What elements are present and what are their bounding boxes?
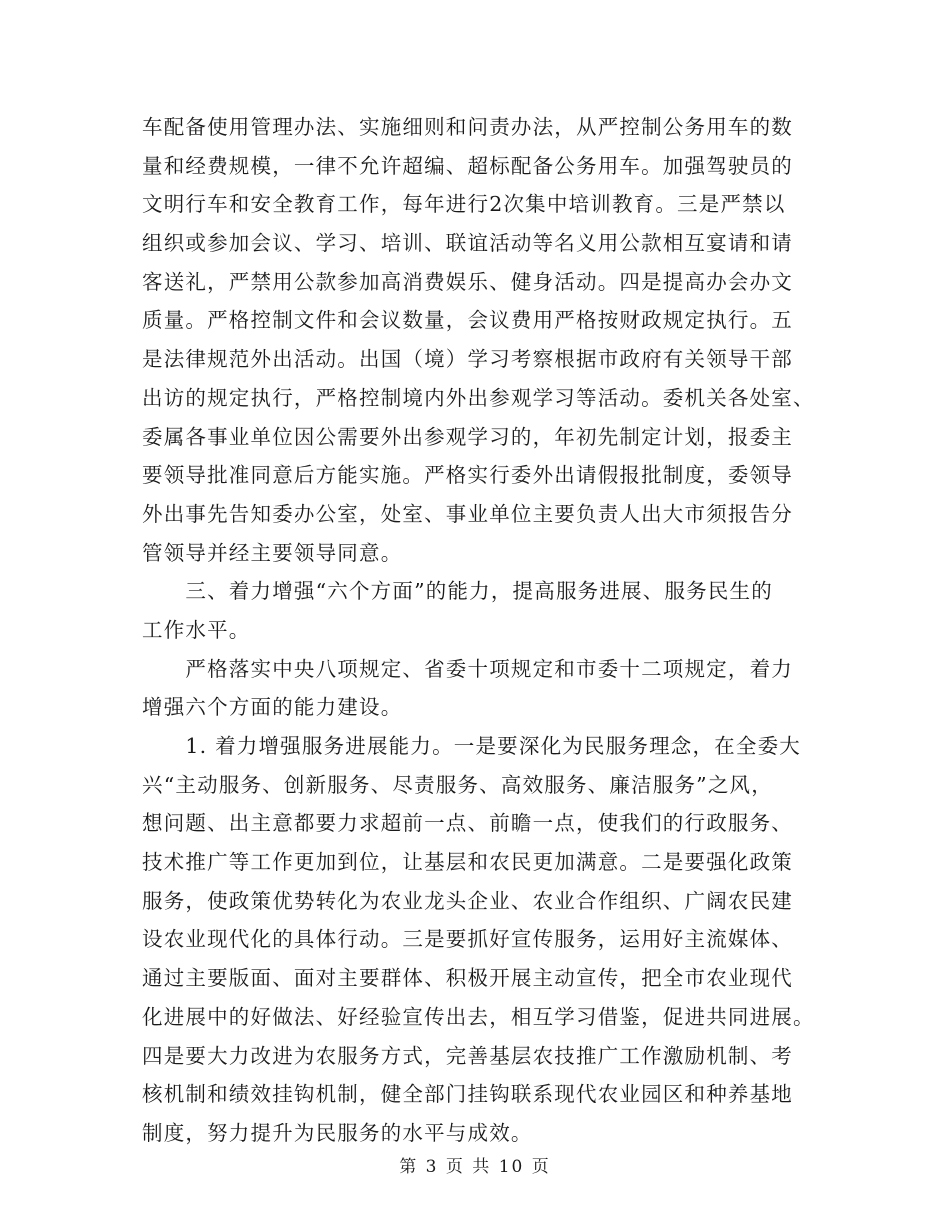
text-line: 管领导并经主要领导同意。	[142, 540, 403, 565]
text-line: 组织或参加会议、学习、培训、联谊活动等名义用公款相互宴请和请	[142, 231, 793, 256]
text-line: 服务，使政策优势转化为农业龙头企业、农业合作组织、广阔农民建	[142, 888, 793, 913]
text-line: 1. 着力增强服务进展能力。一是要深化为民服务理念，在全委大	[142, 734, 801, 758]
text-line: 设农业现代化的具体行动。三是要抓好宣传服务，运用好主流媒体、	[142, 927, 793, 952]
text-line: 技术推广等工作更加到位，让基层和农民更加满意。二是要强化政策	[142, 850, 793, 875]
text-line: 化进展中的好做法、好经验宣传出去，相互学习借鉴，促进共同进展。	[142, 1004, 815, 1029]
text-line: 质量。严格控制文件和会议数量，会议费用严格按财政规定执行。五	[142, 308, 793, 333]
text-line: 出访的规定执行，严格控制境内外出参观学习等活动。委机关各处室、	[142, 385, 815, 410]
text-line: 客送礼，严禁用公款参加高消费娱乐、健身活动。四是提高办会办文	[142, 269, 793, 294]
text-line: 文明行车和安全教育工作，每年进行2次集中培训教育。三是严禁以	[142, 192, 786, 217]
text-line: 量和经费规模，一律不允许超编、超标配备公务用车。加强驾驶员的	[142, 153, 793, 178]
text-line: 要领导批准同意后方能实施。严格实行委外出请假报批制度，委领导	[142, 463, 793, 488]
text-line: 外出事先告知委办公室，处室、事业单位主要负责人出大市须报告分	[142, 501, 793, 526]
document-body	[142, 108, 815, 1153]
text-line: 制度，努力提升为民服务的水平与成效。	[142, 1120, 533, 1145]
section-heading-line: 工作水平。	[142, 617, 251, 642]
text-line: 是法律规范外出活动。出国（境）学习考察根据市政府有关领导干部	[142, 347, 793, 372]
text-line: 四是要大力改进为农服务方式，完善基层农技推广工作激励机制、考	[142, 1043, 793, 1068]
text-line: 严格落实中央八项规定、省委十项规定和市委十二项规定，着力	[142, 656, 793, 681]
text-line: 通过主要版面、面对主要群体、积极开展主动宣传，把全市农业现代	[142, 966, 793, 991]
text-line: 想问题、出主意都要力求超前一点、前瞻一点，使我们的行政服务、	[142, 811, 793, 836]
text-line: 兴“主动服务、创新服务、尽责服务、高效服务、廉洁服务”之风，	[142, 772, 773, 797]
text-line: 车配备使用管理办法、实施细则和问责办法，从严控制公务用车的数	[142, 115, 793, 139]
page-number-footer: 第 3 页 共 10 页	[399, 1157, 551, 1177]
text-line: 增强六个方面的能力建设。	[142, 695, 403, 720]
section-heading-line: 三、着力增强“六个方面”的能力，提高服务进展、服务民生的	[142, 579, 773, 604]
text-line: 核机制和绩效挂钩机制，健全部门挂钩联系现代农业园区和种养基地	[142, 1082, 793, 1107]
text-line: 委属各事业单位因公需要外出参观学习的，年初先制定计划，报委主	[142, 424, 793, 449]
